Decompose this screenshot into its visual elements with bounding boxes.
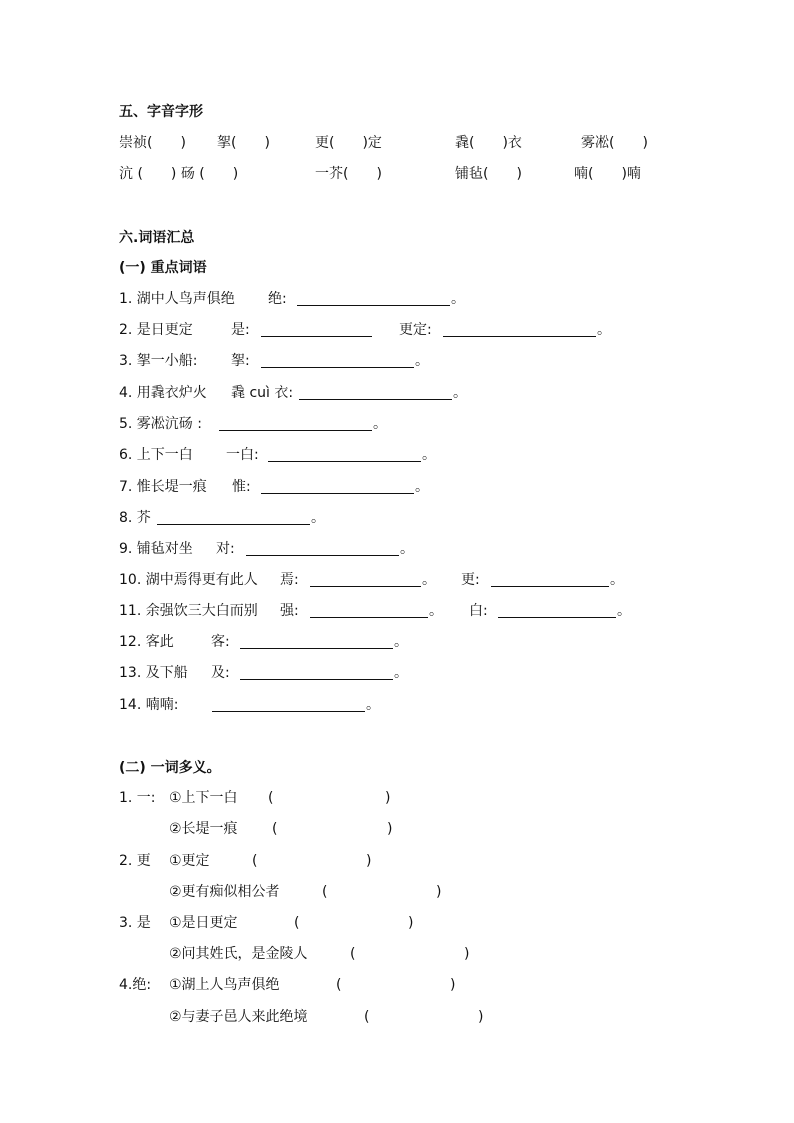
answer-blank[interactable] bbox=[212, 711, 365, 712]
paren-close: ) bbox=[464, 946, 470, 962]
keyword-item bbox=[0, 508, 794, 528]
paren-close: ) bbox=[450, 977, 456, 993]
answer-blank[interactable] bbox=[261, 336, 372, 337]
char-item: 崇祯( ) bbox=[119, 135, 186, 151]
paren-open: ( bbox=[336, 977, 342, 993]
polysemy-label: 1. 一: bbox=[119, 790, 156, 806]
keyword-item bbox=[0, 695, 794, 715]
paren-open: ( bbox=[350, 946, 356, 962]
answer-blank[interactable] bbox=[310, 586, 421, 587]
keyword-question: 3. 挐一小船: bbox=[119, 353, 198, 369]
paren-close: ) bbox=[408, 915, 414, 931]
keyword-question: 7. 惟长堤一痕 bbox=[119, 479, 207, 495]
polysemy-usage: ②长堤一痕 bbox=[169, 821, 238, 837]
keyword-key: 惟: bbox=[232, 479, 251, 495]
keyword-key: 挐: bbox=[231, 353, 250, 369]
answer-blank[interactable] bbox=[443, 336, 596, 337]
answer-blank[interactable] bbox=[297, 305, 450, 306]
char-item: 铺毡( ) bbox=[455, 166, 522, 182]
polysemy-usage: ①更定 bbox=[169, 853, 210, 869]
paren-close: ) bbox=[436, 884, 442, 900]
answer-blank[interactable] bbox=[310, 617, 428, 618]
period: 。 bbox=[311, 510, 325, 526]
paren-close: ) bbox=[385, 790, 391, 806]
keyword-key: 是: bbox=[231, 322, 250, 338]
polysemy-item bbox=[0, 882, 794, 902]
char-item: 一芥( ) bbox=[315, 166, 382, 182]
keyword-key: 客: bbox=[211, 634, 230, 650]
paren-open: ( bbox=[252, 853, 258, 869]
keyword-key: 强: bbox=[280, 603, 299, 619]
keyword-question: 1. 湖中人鸟声俱绝 bbox=[119, 291, 235, 307]
answer-blank[interactable] bbox=[491, 586, 609, 587]
keyword-key: 绝: bbox=[268, 291, 287, 307]
char-item: 毳( )衣 bbox=[455, 135, 522, 151]
polysemy-label: 3. 是 bbox=[119, 915, 151, 931]
period: 。 bbox=[429, 603, 443, 619]
answer-blank[interactable] bbox=[240, 679, 393, 680]
paren-open: ( bbox=[272, 821, 278, 837]
polysemy-usage: ②问其姓氏，是金陵人 bbox=[169, 946, 308, 962]
period: 。 bbox=[597, 322, 611, 338]
keyword-key: 白: bbox=[469, 603, 488, 619]
polysemy-usage: ①上下一白 bbox=[169, 790, 238, 806]
keyword-question: 8. 芥 bbox=[119, 510, 151, 526]
char-item: 喃( )喃 bbox=[574, 166, 641, 182]
answer-blank[interactable] bbox=[219, 430, 372, 431]
period: 。 bbox=[422, 572, 436, 588]
polysemy-usage: ②与妻子邑人来此绝境 bbox=[169, 1009, 308, 1025]
keyword-question: 12. 客此 bbox=[119, 634, 174, 650]
answer-blank[interactable] bbox=[261, 493, 414, 494]
answer-blank[interactable] bbox=[261, 367, 414, 368]
keyword-item bbox=[0, 289, 794, 309]
period: 。 bbox=[451, 291, 465, 307]
polysemy-usage: ①是日更定 bbox=[169, 915, 238, 931]
polysemy-item bbox=[0, 913, 794, 933]
polysemy-item bbox=[0, 788, 794, 808]
paren-close: ) bbox=[478, 1009, 484, 1025]
keyword-item bbox=[0, 414, 794, 434]
answer-blank[interactable] bbox=[268, 461, 421, 462]
keyword-question: 11. 余强饮三大白而别 bbox=[119, 603, 258, 619]
section6-subtitle-keywords: (一) 重点词语 bbox=[119, 260, 207, 276]
period: 。 bbox=[415, 353, 429, 369]
period: 。 bbox=[373, 416, 387, 432]
answer-blank[interactable] bbox=[299, 399, 452, 400]
char-item: 更( )定 bbox=[315, 135, 382, 151]
keyword-key: 对: bbox=[216, 541, 235, 557]
period: 。 bbox=[617, 603, 631, 619]
paren-close: ) bbox=[387, 821, 393, 837]
keyword-question: 14. 喃喃: bbox=[119, 697, 179, 713]
keyword-key: 一白: bbox=[226, 447, 259, 463]
keyword-key: 焉: bbox=[280, 572, 299, 588]
keyword-item bbox=[0, 351, 794, 371]
answer-blank[interactable] bbox=[240, 648, 393, 649]
answer-blank[interactable] bbox=[157, 524, 310, 525]
keyword-key: 毳 cuì 衣: bbox=[231, 385, 294, 401]
keyword-item bbox=[0, 570, 794, 590]
polysemy-label: 4.绝: bbox=[119, 977, 152, 993]
period: 。 bbox=[453, 385, 467, 401]
period: 。 bbox=[610, 572, 624, 588]
polysemy-item bbox=[0, 1007, 794, 1027]
keyword-item bbox=[0, 477, 794, 497]
polysemy-item bbox=[0, 819, 794, 839]
keyword-item bbox=[0, 601, 794, 621]
keyword-item bbox=[0, 663, 794, 683]
keyword-question: 6. 上下一白 bbox=[119, 447, 193, 463]
keyword-item bbox=[0, 539, 794, 559]
keyword-item bbox=[0, 320, 794, 340]
paren-close: ) bbox=[366, 853, 372, 869]
period: 。 bbox=[400, 541, 414, 557]
keyword-item bbox=[0, 445, 794, 465]
period: 。 bbox=[422, 447, 436, 463]
keyword-question: 4. 用毳衣炉火 bbox=[119, 385, 207, 401]
keyword-question: 2. 是日更定 bbox=[119, 322, 193, 338]
polysemy-item bbox=[0, 851, 794, 871]
keyword-question: 13. 及下船 bbox=[119, 665, 188, 681]
paren-open: ( bbox=[294, 915, 300, 931]
char-item: 沆 ( ) 砀 ( ) bbox=[119, 166, 239, 182]
period: 。 bbox=[366, 697, 380, 713]
keyword-question: 10. 湖中焉得更有此人 bbox=[119, 572, 258, 588]
section5-title: 五、字音字形 bbox=[119, 104, 203, 120]
keyword-key: 及: bbox=[211, 665, 230, 681]
keyword-key: 更定: bbox=[399, 322, 432, 338]
polysemy-item bbox=[0, 975, 794, 995]
period: 。 bbox=[415, 479, 429, 495]
paren-open: ( bbox=[322, 884, 328, 900]
polysemy-usage: ①湖上人鸟声俱绝 bbox=[169, 977, 280, 993]
keyword-question: 9. 铺毡对坐 bbox=[119, 541, 193, 557]
keyword-question: 5. 雾凇沆砀 : bbox=[119, 416, 202, 432]
section6-subtitle-polysemy: (二) 一词多义。 bbox=[119, 760, 221, 776]
polysemy-usage: ②更有痴似相公者 bbox=[169, 884, 280, 900]
period: 。 bbox=[394, 665, 408, 681]
keyword-item bbox=[0, 383, 794, 403]
polysemy-label: 2. 更 bbox=[119, 853, 151, 869]
keyword-key: 更: bbox=[461, 572, 480, 588]
period: 。 bbox=[394, 634, 408, 650]
answer-blank[interactable] bbox=[246, 555, 399, 556]
keyword-item bbox=[0, 632, 794, 652]
char-item: 挐( ) bbox=[217, 135, 270, 151]
answer-blank[interactable] bbox=[498, 617, 616, 618]
paren-open: ( bbox=[268, 790, 274, 806]
section6-title: 六.词语汇总 bbox=[119, 230, 195, 246]
polysemy-item bbox=[0, 944, 794, 964]
paren-open: ( bbox=[364, 1009, 370, 1025]
char-item: 雾凇( ) bbox=[581, 135, 648, 151]
